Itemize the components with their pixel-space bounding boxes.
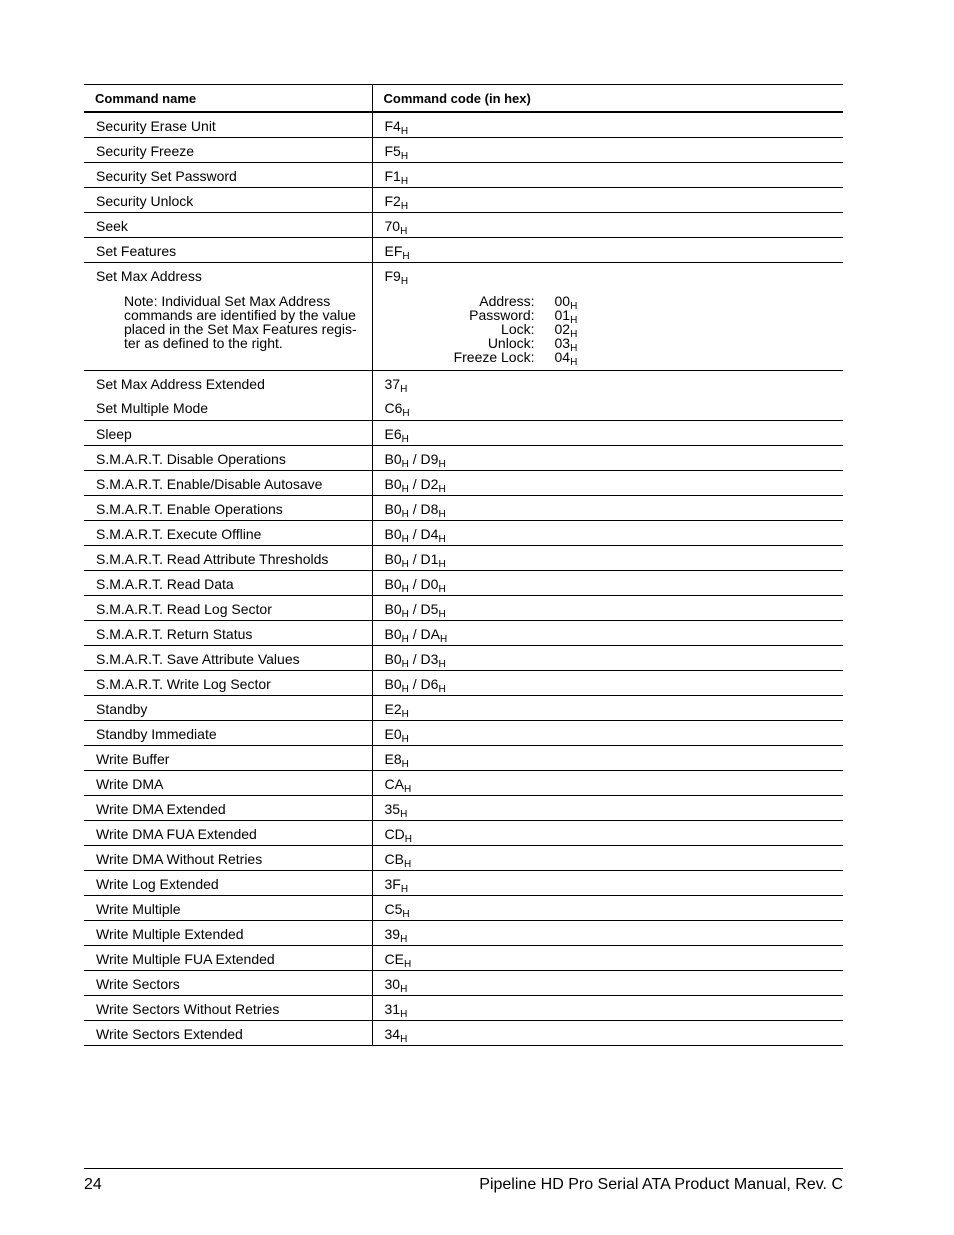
command-name: S.M.A.R.T. Enable Operations (84, 495, 372, 520)
command-name: Standby Immediate (84, 720, 372, 745)
table-row (84, 945, 843, 970)
table-row (84, 237, 843, 262)
command-code: $B0_H / D0_H$ (372, 570, 843, 595)
command-name: S.M.A.R.T. Read Attribute Thresholds (84, 545, 372, 570)
command-code: $F5_H$ (372, 137, 843, 162)
subcommand-label: Address: (479, 292, 535, 309)
table-row (84, 720, 843, 745)
command-code: $B0_H / D3_H$ (372, 645, 843, 670)
subcommand-value: $00_H$ (554, 292, 578, 312)
command-code: $37_H$ (372, 370, 843, 395)
command-code: $F4_H$ (372, 112, 843, 137)
header-command-name: Command name (84, 85, 372, 113)
command-code: $E8_H$ (372, 745, 843, 770)
command-name-cell (84, 262, 372, 370)
command-code: $B0_H / D4_H$ (372, 520, 843, 545)
command-name: Write Sectors Without Retries (84, 995, 372, 1020)
command-name: Security Freeze (84, 137, 372, 162)
table-row (84, 920, 843, 945)
command-name: Write DMA Extended (84, 795, 372, 820)
command-name: Security Erase Unit (84, 112, 372, 137)
table-row (84, 395, 843, 420)
command-name: Write DMA (84, 770, 372, 795)
subcommand-label: Password: (469, 306, 535, 323)
table-row (84, 370, 843, 395)
command-code: $C6_H$ (372, 395, 843, 420)
command-code: $39_H$ (372, 920, 843, 945)
command-code: $3F_H$ (372, 870, 843, 895)
command-name: Write DMA FUA Extended (84, 820, 372, 845)
command-code: $F9_H$ (384, 267, 409, 287)
subcommand-value: $03_H$ (554, 334, 578, 354)
command-name: S.M.A.R.T. Write Log Sector (84, 670, 372, 695)
command-code: $CE_H$ (372, 945, 843, 970)
table-row (84, 795, 843, 820)
subcommand-value: $01_H$ (554, 306, 578, 326)
command-name: Write Log Extended (84, 870, 372, 895)
command-name: S.M.A.R.T. Read Data (84, 570, 372, 595)
command-name: Write Buffer (84, 745, 372, 770)
command-name: Seek (84, 212, 372, 237)
command-name: S.M.A.R.T. Enable/Disable Autosave (84, 470, 372, 495)
command-table (84, 84, 843, 1046)
table-row (84, 137, 843, 162)
command-code: $F2_H$ (372, 187, 843, 212)
command-code: $CB_H$ (372, 845, 843, 870)
table-row (84, 995, 843, 1020)
table-row (84, 520, 843, 545)
command-code: $F1_H$ (372, 162, 843, 187)
subcommand-label: Freeze Lock: (453, 348, 535, 365)
command-name: Set Features (84, 237, 372, 262)
command-name: Write Sectors Extended (84, 1020, 372, 1045)
command-name: S.M.A.R.T. Save Attribute Values (84, 645, 372, 670)
table-row (84, 445, 843, 470)
table-row (84, 670, 843, 695)
table-row (84, 187, 843, 212)
table-row (84, 112, 843, 137)
table-row (84, 470, 843, 495)
command-name: Set Max Address Extended (96, 375, 265, 392)
command-code-cell (372, 262, 843, 370)
command-code: $70_H$ (372, 212, 843, 237)
table-row (84, 545, 843, 570)
command-name: Write Multiple FUA Extended (84, 945, 372, 970)
footer-divider (84, 1168, 843, 1169)
table-row (84, 895, 843, 920)
command-code-table (84, 84, 843, 1046)
table-row (84, 845, 843, 870)
subcommand-value: $04_H$ (554, 348, 578, 368)
table-row (84, 695, 843, 720)
set-max-subcommands (385, 292, 844, 368)
command-code: $E0_H$ (372, 720, 843, 745)
command-code: $E6_H$ (372, 420, 843, 445)
table-row (84, 595, 843, 620)
command-code: $E2_H$ (372, 695, 843, 720)
table-row (84, 620, 843, 645)
command-name: Set Multiple Mode (84, 395, 372, 420)
command-name: S.M.A.R.T. Execute Offline (84, 520, 372, 545)
table-row (84, 970, 843, 995)
command-name: S.M.A.R.T. Read Log Sector (84, 595, 372, 620)
set-max-note: Note: Individual Set Max Address commands are identified by the value placed in the Set Max Features regis- ter as defined to the right. (124, 292, 357, 351)
command-code: $B0_H / D9_H$ (372, 445, 843, 470)
command-code: $B0_H / D5_H$ (372, 595, 843, 620)
table-row (84, 820, 843, 845)
command-name: Write Multiple Extended (84, 920, 372, 945)
table-row (84, 570, 843, 595)
command-code: $B0_H / DA_H$ (372, 620, 843, 645)
command-code: $CD_H$ (372, 820, 843, 845)
table-row (84, 162, 843, 187)
command-name: Standby (84, 695, 372, 720)
command-code: $CA_H$ (372, 770, 843, 795)
table-row (84, 212, 843, 237)
command-code: $30_H$ (372, 970, 843, 995)
page-number: 24 (84, 1176, 102, 1193)
subcommand-value: $02_H$ (554, 320, 578, 340)
command-name: S.M.A.R.T. Return Status (84, 620, 372, 645)
table-header-row (84, 85, 843, 113)
header-command-code: Command code (in hex) (372, 85, 843, 113)
subcommand-label: Unlock: (487, 334, 535, 351)
command-name: Write DMA Without Retries (84, 845, 372, 870)
document-title: Pipeline HD Pro Serial ATA Product Manual, Rev. C (479, 1176, 843, 1193)
table-row (84, 262, 843, 370)
command-name: Write Sectors (84, 970, 372, 995)
command-name: Write Multiple (84, 895, 372, 920)
table-row (84, 1020, 843, 1045)
command-code: $B0_H / D8_H$ (372, 495, 843, 520)
command-code: $31_H$ (372, 995, 843, 1020)
command-code: $35_H$ (372, 795, 843, 820)
command-code: $34_H$ (372, 1020, 843, 1045)
command-name: Security Set Password (84, 162, 372, 187)
table-row (84, 420, 843, 445)
command-name: Sleep (84, 420, 372, 445)
subcommand-label: Lock: (501, 320, 535, 337)
command-code: $B0_H / D1_H$ (372, 545, 843, 570)
table-row (84, 745, 843, 770)
table-row (84, 870, 843, 895)
table-row (84, 645, 843, 670)
command-code: $EF_H$ (372, 237, 843, 262)
command-name: S.M.A.R.T. Disable Operations (84, 445, 372, 470)
table-row (84, 770, 843, 795)
table-row (84, 495, 843, 520)
command-code: $C5_H$ (372, 895, 843, 920)
command-code: $B0_H / D2_H$ (372, 470, 843, 495)
command-name: Set Max Address (96, 267, 202, 284)
command-name: Security Unlock (84, 187, 372, 212)
command-code: $B0_H / D6_H$ (372, 670, 843, 695)
